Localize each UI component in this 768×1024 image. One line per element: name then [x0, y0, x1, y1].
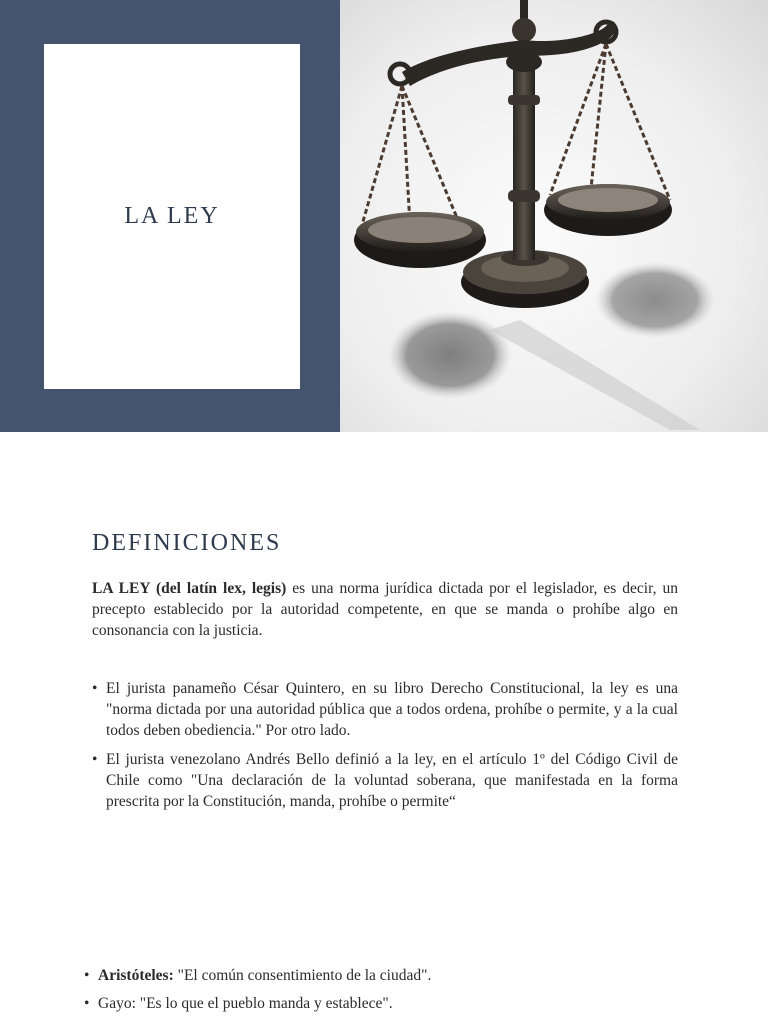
list-item	[92, 678, 678, 741]
bullet-icon: •	[92, 680, 98, 697]
section-heading: DEFINICIONES	[92, 530, 282, 556]
list-item-text: El jurista panameño César Quintero, en su libro Derecho Constitucional, la ley es una "norma dictada por una autoridad pública que a todos ordena, prohíbe o permite, y a la cual todos deben obediencia." Por otro lado.	[106, 680, 678, 739]
intro-term: LA LEY (del latín lex, legis)	[92, 580, 287, 597]
quotes-list	[84, 965, 704, 1021]
quote-item	[84, 993, 704, 1014]
bullet-icon: •	[84, 967, 90, 984]
quote-author: Aristóteles:	[98, 967, 174, 984]
definitions-section	[92, 530, 678, 557]
list-item-text: El jurista venezolano Andrés Bello definió a la ley, en el artículo 1º del Código Civil de Chile como "Una declaración de la voluntad soberana, que manifestada en la forma prescrita por la Constitución, manda, prohíbe o permite“	[106, 751, 678, 810]
cover-panel	[0, 0, 340, 432]
bullet-icon: •	[92, 751, 98, 768]
scales-of-justice-image	[340, 0, 768, 432]
list-item	[92, 749, 678, 812]
quote-text: "El común consentimiento de la ciudad".	[173, 967, 432, 984]
cover-hero	[0, 0, 768, 432]
intro-paragraph	[92, 578, 678, 641]
quote-item	[84, 965, 704, 986]
title-card	[44, 44, 300, 389]
intro-text: es una norma jurídica dictada por el legislador, es decir, un precepto establecido por la autoridad competente, en que se manda o prohíbe algo en consonancia con la justicia.	[92, 580, 678, 639]
cover-title: LA LEY	[124, 203, 220, 229]
definitions-list	[92, 678, 678, 820]
bullet-icon: •	[84, 995, 90, 1012]
quote-text: Gayo: "Es lo que el pueblo manda y establece".	[98, 995, 393, 1012]
